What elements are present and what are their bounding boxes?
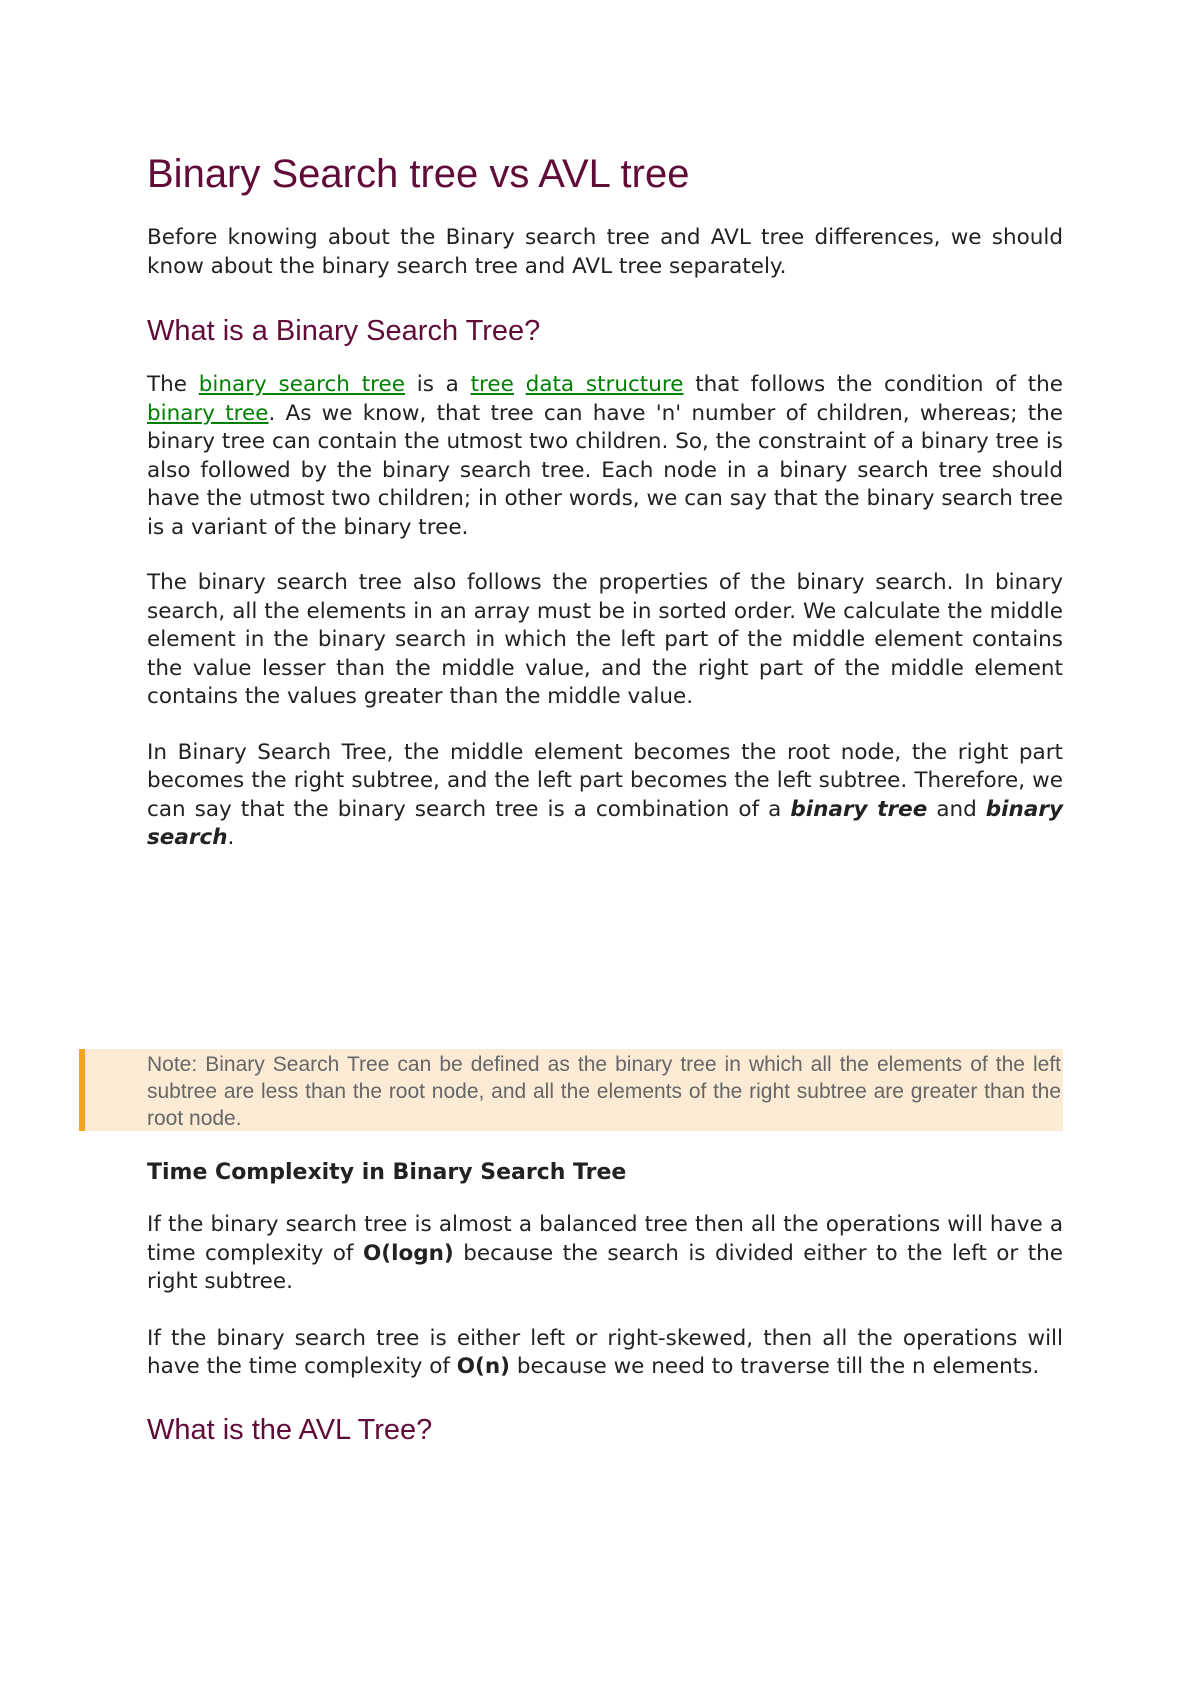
section-heading-bst: What is a Binary Search Tree? bbox=[147, 315, 541, 347]
link-binary-search-tree[interactable]: binary search tree bbox=[198, 372, 405, 398]
emphasis-binary-tree: binary tree bbox=[790, 796, 928, 822]
bst-paragraph-2: The binary search tree also follows the properties of the binary search. In binary search, all the elements in an array must be in sorted order. We calculate the middle element in the binary search in which the left part of the middle element contains the value lesser than the middle value, and the right part of the middle element contains the values greater than the middle value. bbox=[147, 570, 1063, 710]
complexity-n: O(n) bbox=[456, 1354, 510, 1379]
note-text: Note: Binary Search Tree can be defined as the binary tree in which all the elements of the left subtree are less than the root node, and all the elements of the right subtree are greater than the root node. bbox=[147, 1053, 1061, 1130]
time-complexity-section bbox=[147, 1160, 1063, 1470]
bst-paragraph-3: In Binary Search Tree, the middle element becomes the root node, the right part becomes the right subtree, and the left part becomes the left subtree. Therefore, we can say that the binary search tree is a combination of a binary tree and binary search. bbox=[147, 739, 1063, 851]
link-binary-tree[interactable]: binary tree bbox=[147, 400, 269, 426]
link-data-structure[interactable]: data structure bbox=[525, 372, 684, 398]
section-heading-avl: What is the AVL Tree? bbox=[147, 1413, 433, 1446]
complexity-logn: O(logn) bbox=[362, 1240, 454, 1266]
link-tree[interactable]: tree bbox=[470, 372, 514, 398]
note-callout bbox=[79, 1049, 1063, 1131]
bst-paragraph-1: The binary search tree is a tree data structure that follows the condition of the binary tree. As we know, that tree can have 'n' number of children, whereas; the binary tree can contain the utmost two children. So, the constraint of a binary tree is also followed by the binary search tree. Each node in a binary search tree should have the utmost two children; in other words, we can say that the binary search tree is a variant of the binary tree. bbox=[147, 372, 1064, 540]
time-paragraph-1: If the binary search tree is almost a balanced tree then all the operations will have a time complexity of O(logn) because the search is divided either to the left or the right subtree. bbox=[147, 1212, 1063, 1294]
page-title: Binary Search tree vs AVL tree bbox=[147, 152, 690, 196]
intro-paragraph: Before knowing about the Binary search tree and AVL tree differences, we should know about the binary search tree and AVL tree separately. bbox=[147, 225, 1063, 279]
document-body bbox=[147, 150, 1063, 881]
time-complexity-heading: Time Complexity in Binary Search Tree bbox=[147, 1160, 627, 1185]
time-paragraph-2: If the binary search tree is either left or right-skewed, then all the operations will have the time complexity of O(n) because we need to traverse till the n elements. bbox=[147, 1325, 1063, 1379]
emphasis-binary-search: binary search bbox=[147, 796, 1063, 851]
